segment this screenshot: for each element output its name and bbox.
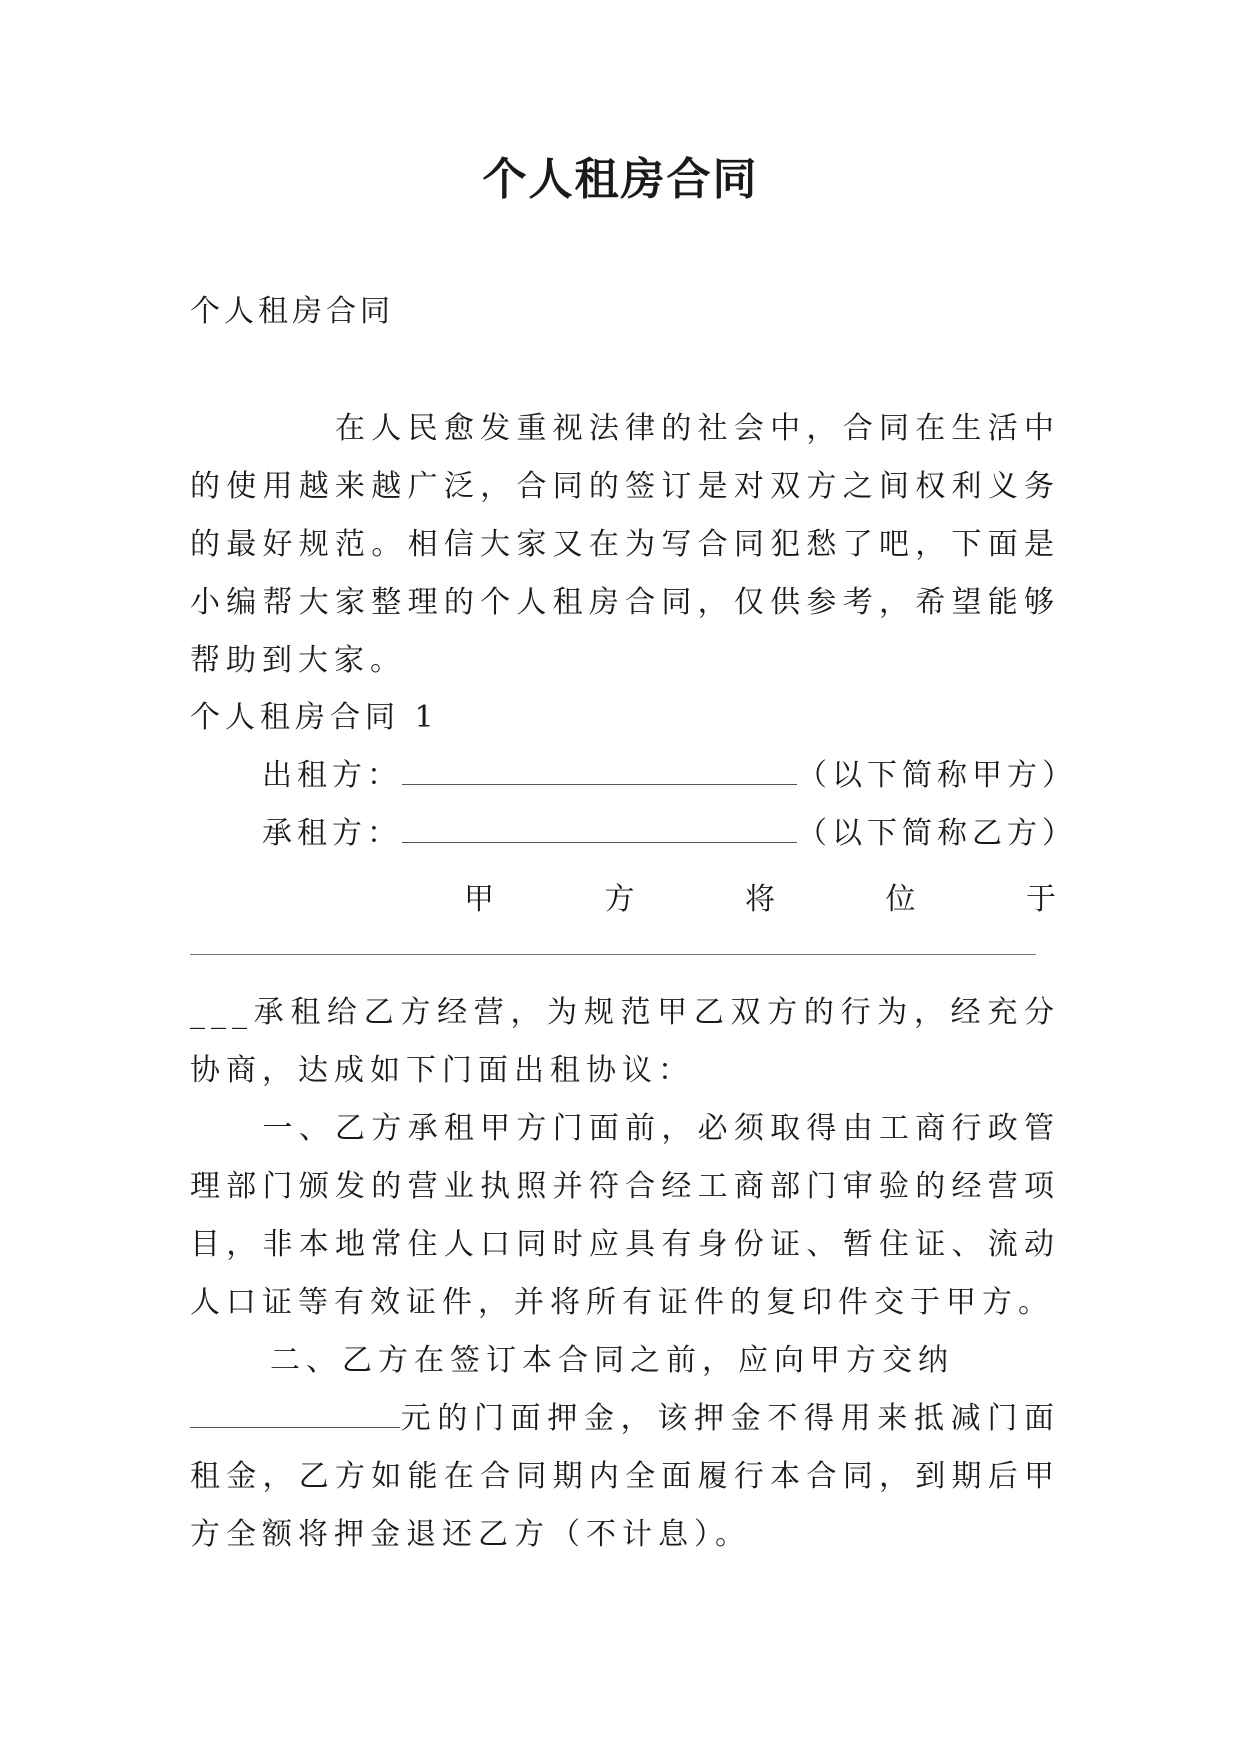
clause-1: 一、乙方承租甲方门面前，必须取得由工商行政管理部门颁发的营业执照并符合经工商部门审验的经营项目，非本地常住人口同时应具有身份证、暂住证、流动人口证等有效证件，并将所有证件的复印件交于甲方。 bbox=[190, 1111, 1060, 1320]
document-title: 个人租房合同 bbox=[482, 154, 759, 205]
intro-paragraph: 在人民愈发重视法律的社会中，合同在生活中的使用越来越广泛，合同的签订是对双方之间权利义务的最好规范。相信大家又在为写合同犯愁了吧，下面是小编帮大家整理的个人租房合同，仅供参考，希望能够帮助到大家。 bbox=[190, 411, 1060, 678]
lessor-line bbox=[262, 756, 1077, 796]
lease-paragraph: ___承租给乙方经营，为规范甲乙双方的行为，经充分协商，达成如下门面出租协议： bbox=[190, 995, 1060, 1088]
lessor-blank bbox=[402, 758, 797, 785]
clause-2-text: 元的门面押金，该押金不得用来抵减门面租金，乙方如能在合同期内全面履行本合同，到期后甲方全额将押金退还乙方（不计息）。 bbox=[190, 1401, 1060, 1552]
deposit-blank bbox=[190, 1401, 400, 1428]
spread-char: 甲 bbox=[464, 882, 494, 917]
lessee-blank bbox=[402, 816, 797, 843]
lessor-suffix: （以下简称甲方） bbox=[797, 758, 1077, 793]
lessee-label: 承租方： bbox=[262, 816, 402, 851]
spread-char: 于 bbox=[1026, 882, 1056, 917]
spread-char: 方 bbox=[604, 882, 635, 917]
contract-heading: 个人租房合同 1 bbox=[190, 700, 439, 735]
lessor-label: 出租方： bbox=[262, 758, 402, 793]
spread-char: 位 bbox=[885, 882, 916, 917]
location-blank-line bbox=[190, 954, 1036, 955]
lessee-suffix: （以下简称乙方） bbox=[797, 816, 1077, 851]
clause-2 bbox=[190, 1390, 1060, 1564]
document-subtitle: 个人租房合同 bbox=[190, 294, 394, 329]
lessee-line bbox=[262, 814, 1077, 854]
spread-char: 将 bbox=[745, 882, 775, 917]
property-location-line bbox=[464, 880, 1056, 920]
clause-2-first-line: 二、乙方在签订本合同之前，应向甲方交纳 bbox=[270, 1343, 954, 1378]
